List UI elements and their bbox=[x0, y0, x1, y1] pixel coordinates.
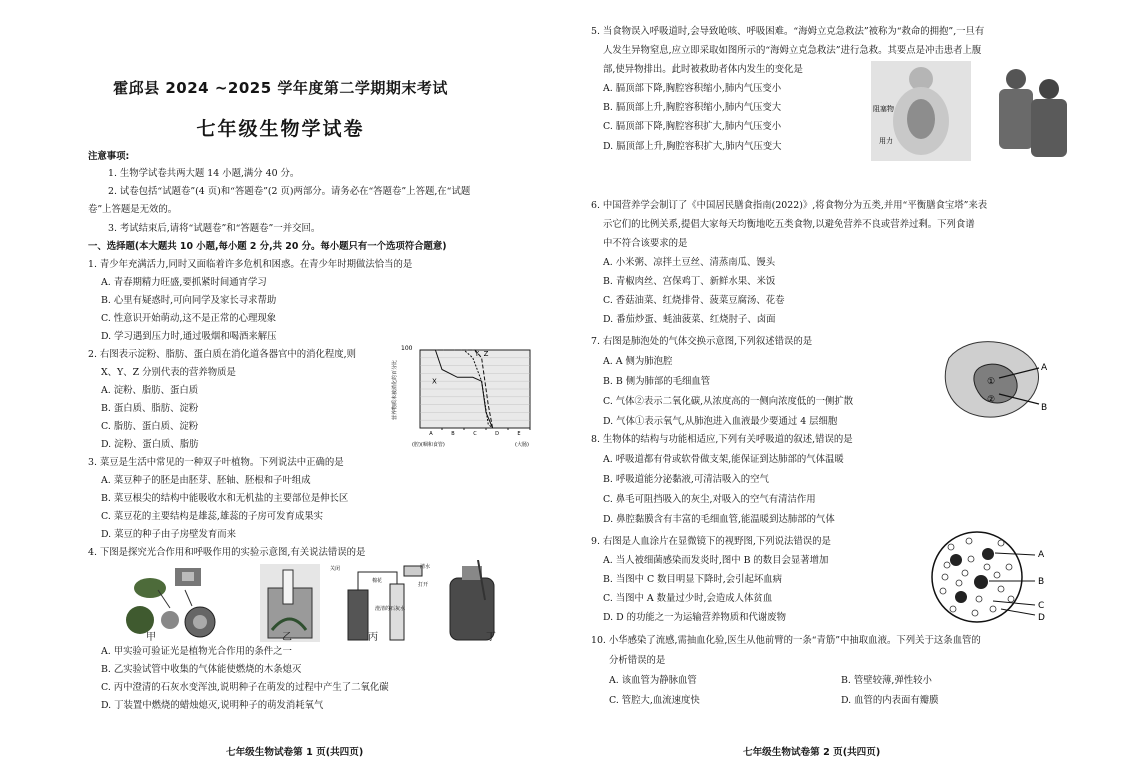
page-footer: 七年级生物试卷第 1 页(共四页) bbox=[226, 747, 364, 758]
option: A. 青春期精力旺盛,要抓紧时间通宵学习 bbox=[101, 277, 267, 288]
fig-text: C bbox=[1038, 601, 1045, 611]
fig-text: 澄清的石灰水 bbox=[375, 606, 406, 612]
heimlich-figure bbox=[871, 61, 1081, 161]
option: C. 鼻毛可阻挡吸入的灰尘,对吸入的空气有清洁作用 bbox=[603, 494, 816, 505]
fig-text: 用力 bbox=[879, 137, 893, 145]
experiment-jia-image bbox=[126, 568, 215, 637]
x-tick-label: E bbox=[517, 431, 521, 437]
option: B. 青椒肉丝、宫保鸡丁、新鲜水果、米饭 bbox=[603, 276, 776, 287]
x-tick-label: C bbox=[473, 431, 477, 437]
notice-line: 1. 生物学试卷共两大题 14 小题,满分 40 分。 bbox=[108, 168, 300, 179]
series-label-x: X bbox=[432, 377, 437, 386]
option: D. 丁装置中燃烧的蜡烛熄灭,说明种子的萌发消耗氧气 bbox=[101, 700, 324, 711]
option: D. 鼻腔黏膜含有丰富的毛细血管,能温暖到达肺部的气体 bbox=[603, 514, 835, 525]
question-stem: 6. 中国营养学会制订了《中国居民膳食指南(2022)》,将食物分为五类,并用“平衡膳食宝塔”来表 bbox=[591, 200, 988, 211]
fig-text: 关闭 bbox=[330, 566, 341, 572]
option: B. 呼吸道能分泌黏液,可清洁吸入的空气 bbox=[603, 474, 769, 485]
page-footer: 七年级生物试卷第 2 页(共四页) bbox=[743, 747, 881, 758]
option: C. 管腔大,血流速度快 bbox=[609, 695, 700, 706]
chart-grid bbox=[420, 350, 530, 428]
fig-text: B bbox=[1041, 403, 1048, 413]
option: D. 气体①表示氧气,从肺泡进入血液最少要通过 4 层细胞 bbox=[603, 416, 838, 427]
question-stem: 1. 青少年充满活力,同时又面临着许多危机和困惑。在青少年时期做法恰当的是 bbox=[88, 259, 413, 270]
option: B. 蛋白质、脂肪、淀粉 bbox=[101, 403, 199, 414]
fig-text: 打开 bbox=[418, 582, 429, 588]
exam-subtitle: 七年级生物学试卷 bbox=[196, 118, 365, 140]
question-stem: 7. 右图是肺泡处的气体交换示意图,下列叙述错误的是 bbox=[591, 336, 813, 347]
y-tick-100: 100 bbox=[401, 345, 413, 352]
alveolus-figure bbox=[939, 338, 1087, 424]
x-tick-label: D bbox=[495, 431, 499, 437]
fig-text: D bbox=[1038, 613, 1045, 623]
notice-line: 2. 试卷包括“试题卷”(4 页)和“答题卷”(2 页)两部分。请务必在“答题卷”上答题,在“试题 bbox=[108, 186, 471, 197]
option: D. 学习遇到压力时,通过吸烟和喝酒来解压 bbox=[101, 331, 277, 342]
fig-text: ① bbox=[987, 377, 996, 387]
x-axis-label: (腔)(咽和食管) bbox=[412, 442, 445, 448]
series-label-z: Z bbox=[483, 349, 489, 358]
right-page bbox=[561, 0, 1123, 776]
question-stem: 4. 下图是探究光合作用和呼吸作用的实验示意图,有关说法错误的是 bbox=[88, 547, 366, 558]
option: A. 当人被细菌感染而发炎时,图中 B 的数目会显著增加 bbox=[603, 555, 829, 566]
question-stem: 5. 当食物误入呼吸道时,会导致呛咳、呼吸困难。“海姆立克急救法”被称为“救命的拥抱”,一旦有 bbox=[591, 26, 985, 37]
option: B. 乙实验试管中收集的气体能使燃烧的木条熄灭 bbox=[101, 664, 302, 675]
figure-label-bing: 丙 bbox=[368, 632, 378, 643]
digestion-chart bbox=[390, 340, 540, 448]
question-stem: 分析错误的是 bbox=[609, 655, 666, 666]
option: B. 菜豆根尖的结构中能吸收水和无机盐的主要部位是伸长区 bbox=[101, 493, 349, 504]
question-stem: X、Y、Z 分别代表的营养物质是 bbox=[101, 367, 236, 378]
option: A. 菜豆种子的胚是由胚芽、胚轴、胚根和子叶组成 bbox=[101, 475, 311, 486]
question-stem: 示它们的比例关系,提倡大家每天均衡地吃五类食物,以避免营养不良或营养过剩。下列食谱 bbox=[603, 219, 975, 230]
option: D. 番茄炒蛋、蚝油菠菜、红烧肘子、卤面 bbox=[603, 314, 776, 325]
series-label-y: Y bbox=[474, 349, 480, 358]
option: C. 性意识开始萌动,这不是正常的心理现象 bbox=[101, 313, 277, 324]
x-tick-label: B bbox=[451, 431, 455, 437]
option: D. 膈顶部上升,胸腔容积扩大,肺内气压变大 bbox=[603, 141, 782, 152]
question-stem: 部,使异物排出。此时被救助者体内发生的变化是 bbox=[603, 64, 803, 75]
option: D. 菜豆的种子由子房壁发育而来 bbox=[101, 529, 237, 540]
notice-line: 3. 考试结束后,请将“试题卷”和“答题卷”一并交回。 bbox=[108, 223, 321, 234]
experiment-bing-image bbox=[330, 563, 430, 640]
x-tick-label: A bbox=[429, 431, 433, 437]
option: B. 管壁较薄,弹性较小 bbox=[841, 675, 932, 686]
option: B. B 侧为肺部的毛细血管 bbox=[603, 376, 711, 387]
question-stem: 10. 小华感染了流感,需抽血化验,医生从他前臂的一条“青筋”中抽取血液。下列关于这条血管的 bbox=[591, 635, 981, 646]
option: C. 脂肪、蛋白质、淀粉 bbox=[101, 421, 199, 432]
blood-smear-figure bbox=[931, 527, 1051, 627]
fig-text: 清水 bbox=[420, 564, 431, 570]
notice-heading: 注意事项: bbox=[88, 151, 130, 162]
option: C. 膈顶部下降,胸腔容积扩大,肺内气压变小 bbox=[603, 121, 782, 132]
option: C. 气体②表示二氧化碳,从浓度高的一侧向浓度低的一侧扩散 bbox=[603, 396, 854, 407]
question-stem: 9. 右图是人血涂片在显微镜下的视野图,下列说法错误的是 bbox=[591, 536, 831, 547]
notice-line: 卷”上答题是无效的。 bbox=[88, 204, 178, 215]
figure-label-yi: 乙 bbox=[282, 632, 292, 643]
y-axis-label: 营养物质未被消化的百分比 bbox=[392, 359, 398, 421]
question-stem: 8. 生物体的结构与功能相适应,下列有关呼吸道的叙述,错误的是 bbox=[591, 434, 853, 445]
x-axis-right-label: (大肠) bbox=[515, 442, 529, 448]
fig-text: 棉花 bbox=[372, 578, 383, 584]
figure-label-jia: 甲 bbox=[146, 632, 156, 643]
question-stem: 中不符合该要求的是 bbox=[603, 238, 688, 249]
option: D. D 的功能之一为运输营养物质和代谢废物 bbox=[603, 612, 787, 623]
option: A. 小米粥、凉拌土豆丝、清蒸南瓜、馒头 bbox=[603, 257, 776, 268]
option: C. 丙中澄清的石灰水变浑浊,说明种子在萌发的过程中产生了二氧化碳 bbox=[101, 682, 389, 693]
experiment-figure bbox=[120, 560, 510, 648]
fig-text: 阻塞物 bbox=[873, 105, 894, 113]
fig-text: A bbox=[1041, 363, 1048, 373]
option: C. 香菇油菜、红烧排骨、菠菜豆腐汤、花卷 bbox=[603, 295, 785, 306]
option: B. 心里有疑惑时,可向同学及家长寻求帮助 bbox=[101, 295, 277, 306]
option: B. 膈顶部上升,胸腔容积缩小,肺内气压变大 bbox=[603, 102, 782, 113]
question-stem: 人发生异物窒息,应立即采取如图所示的“海姆立克急救法”进行急救。其要点是冲击患者上腹 bbox=[603, 45, 982, 56]
fig-text: ② bbox=[987, 395, 996, 405]
figure-label-ding: 丁 bbox=[486, 632, 496, 643]
fig-text: B bbox=[1038, 577, 1045, 587]
option: A. 膈顶部下降,胸腔容积缩小,肺内气压变小 bbox=[603, 83, 782, 94]
option: A. A 侧为肺泡腔 bbox=[603, 356, 673, 367]
option: B. 当图中 C 数目明显下降时,会引起坏血病 bbox=[603, 574, 782, 585]
left-page bbox=[0, 0, 561, 776]
option: A. 甲实验可验证光是植物光合作用的条件之一 bbox=[101, 646, 292, 657]
option: C. 当图中 A 数量过少时,会造成人体贫血 bbox=[603, 593, 773, 604]
option: A. 淀粉、脂肪、蛋白质 bbox=[101, 385, 199, 396]
option: C. 菜豆花的主要结构是雄蕊,雄蕊的子房可发育成果实 bbox=[101, 511, 324, 522]
section-heading: 一、选择题(本大题共 10 小题,每小题 2 分,共 20 分。每小题只有一个选项符合题意) bbox=[88, 241, 447, 252]
option: A. 呼吸道都有骨或软骨做支架,能保证到达肺部的气体温暖 bbox=[603, 454, 844, 465]
exam-title: 霍邱县 2024 ~2025 学年度第二学期期末考试 bbox=[113, 79, 448, 97]
question-stem: 3. 菜豆是生活中常见的一种双子叶植物。下列说法中正确的是 bbox=[88, 457, 344, 468]
option: A. 该血管为静脉血管 bbox=[609, 675, 697, 686]
fig-text: A bbox=[1038, 550, 1045, 560]
option: D. 血管的内表面有瓣膜 bbox=[841, 695, 939, 706]
chart-ticks bbox=[429, 428, 530, 437]
option: D. 淀粉、蛋白质、脂肪 bbox=[101, 439, 199, 450]
question-stem: 2. 右图表示淀粉、脂肪、蛋白质在消化道各器官中的消化程度,则 bbox=[88, 349, 357, 360]
